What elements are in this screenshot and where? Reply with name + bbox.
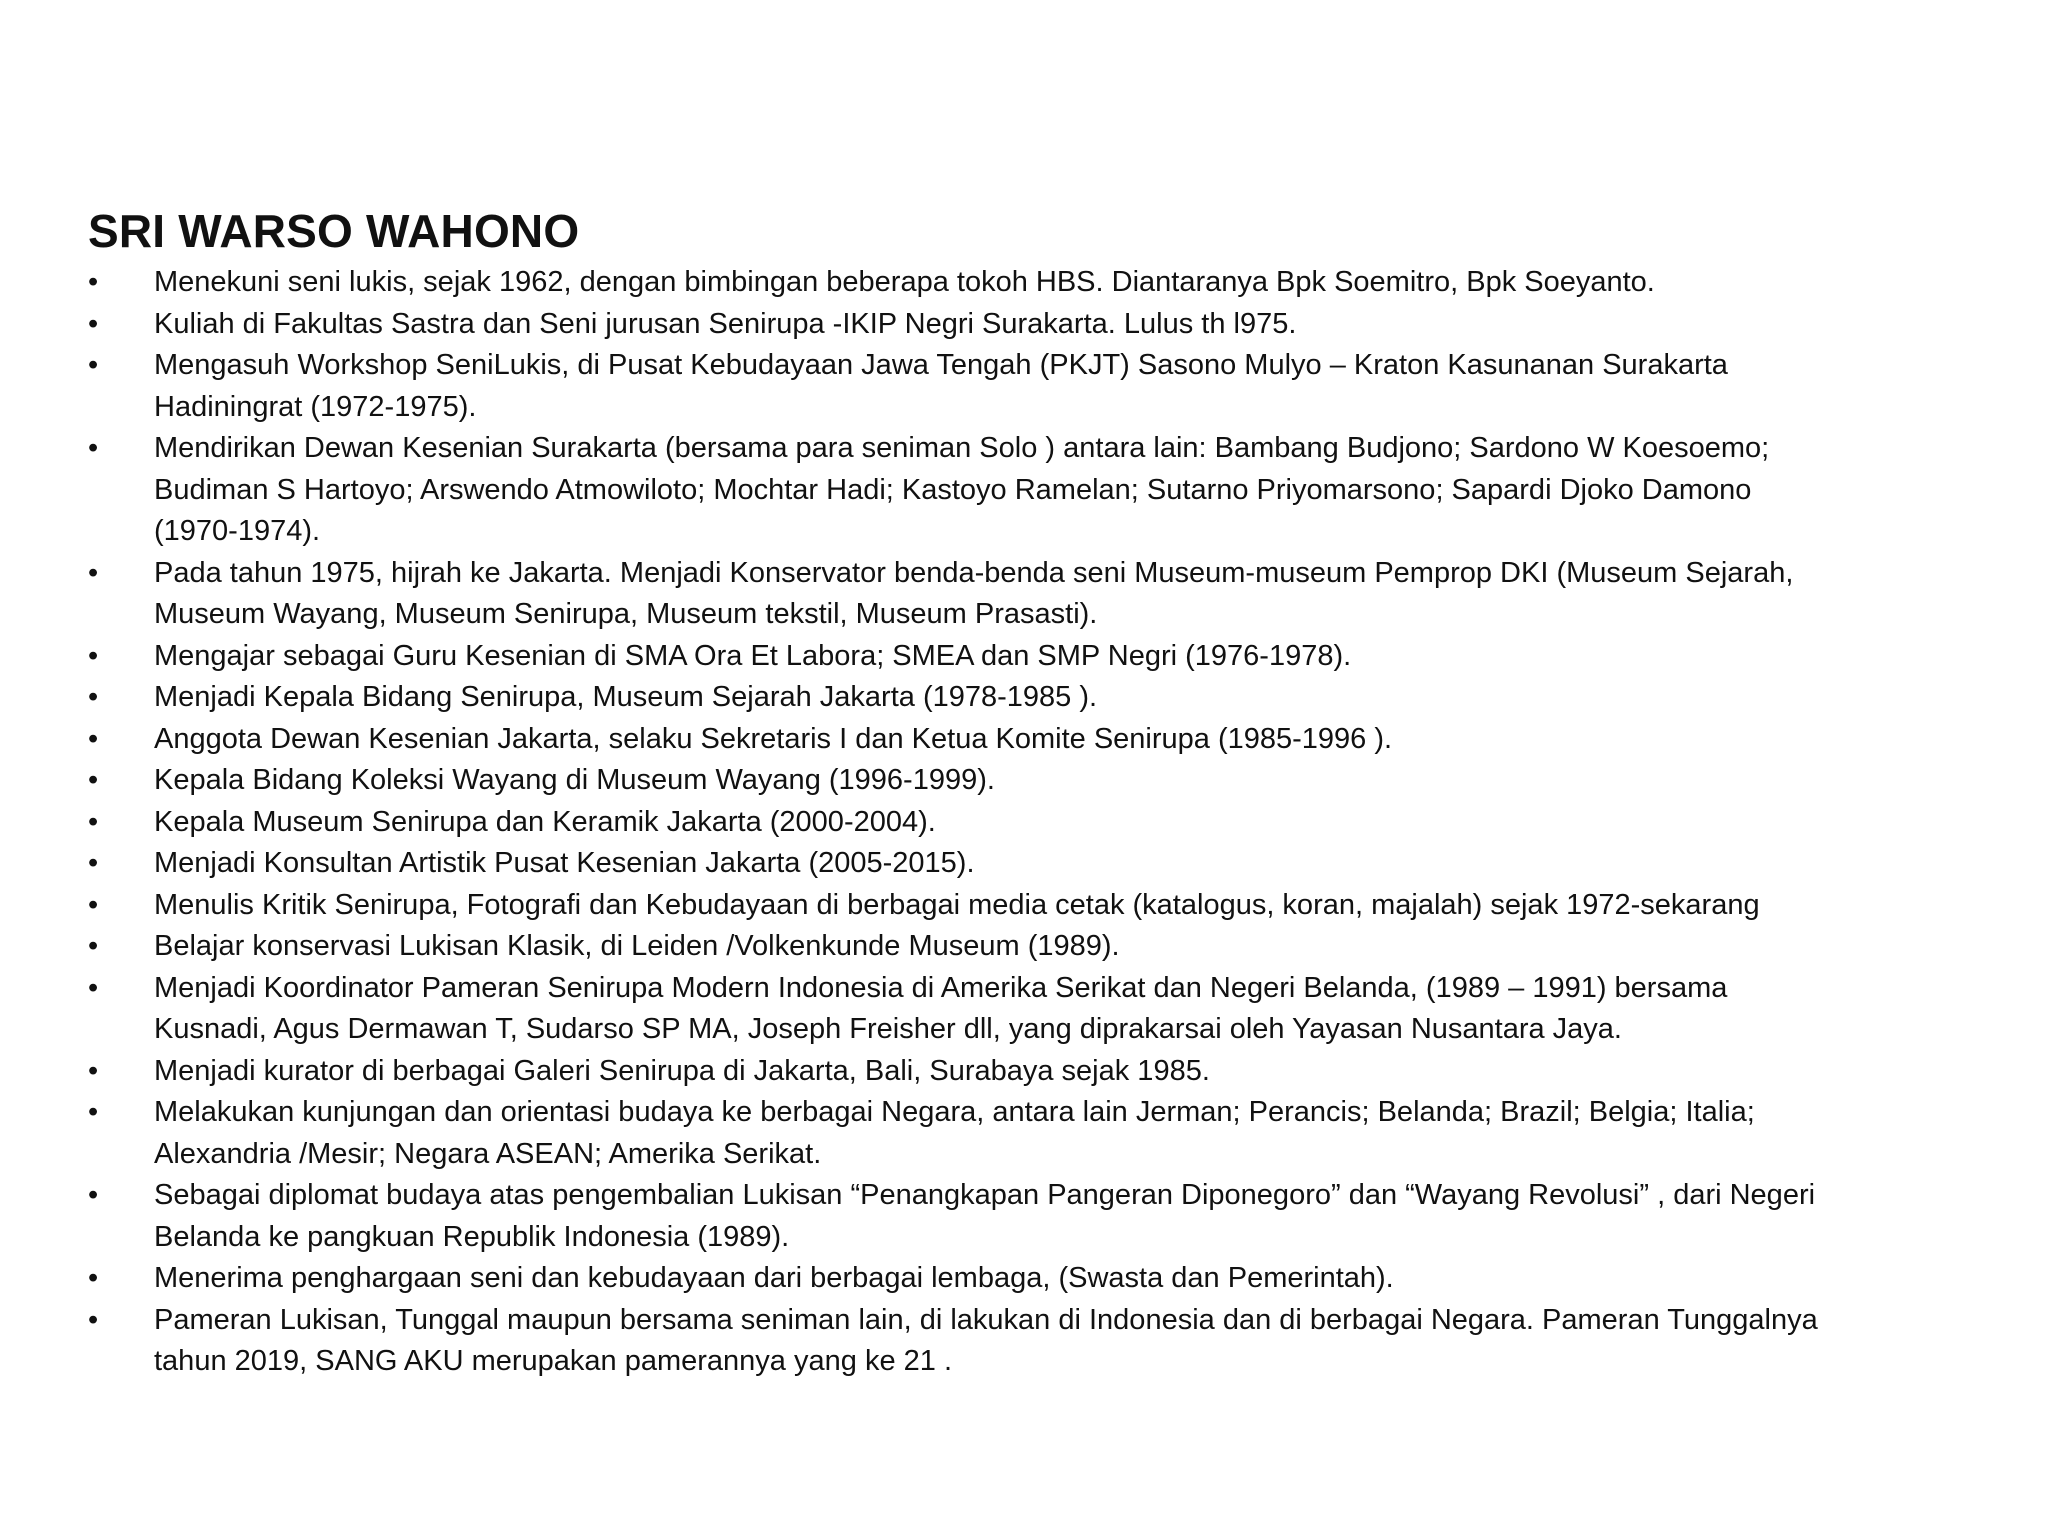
list-item	[88, 885, 1968, 927]
list-item-text-line: Belajar konservasi Lukisan Klasik, di Leiden /Volkenkunde Museum (1989).	[154, 930, 1120, 962]
bullet-icon: •	[88, 888, 99, 921]
list-item	[88, 1175, 1968, 1258]
bullet-icon: •	[88, 764, 99, 796]
list-item-text-line: Budiman S Hartoyo; Arswendo Atmowiloto; Mochtar Hadi; Kastoyo Ramelan; Sutarno Priyomarsono; Sapardi Djoko Damono	[154, 473, 1752, 506]
list-item	[88, 802, 1968, 844]
list-item	[88, 345, 1968, 428]
list-item-text-line: Kepala Museum Senirupa dan Keramik Jakarta (2000-2004).	[154, 805, 936, 838]
bullet-list	[88, 262, 1968, 1383]
list-item	[88, 1051, 1968, 1093]
list-item-text-line: Kepala Bidang Koleksi Wayang di Museum Wayang (1996-1999).	[154, 764, 995, 796]
list-item-text-line: Menjadi Koordinator Pameran Senirupa Modern Indonesia di Amerika Serikat dan Negeri Belanda, (1989 – 1991) bersama	[154, 971, 1728, 1004]
bullet-icon: •	[88, 722, 99, 755]
bullet-icon: •	[88, 930, 99, 962]
bullet-icon: •	[88, 1262, 99, 1294]
list-item-text-line: Menerima penghargaan seni dan kebudayaan dari berbagai lembaga, (Swasta dan Pemerintah).	[154, 1262, 1394, 1294]
list-item	[88, 1258, 1968, 1300]
list-item-text-line: Anggota Dewan Kesenian Jakarta, selaku Sekretaris I dan Ketua Komite Senirupa (1985-1996 ).	[154, 722, 1393, 755]
list-item-text-line: Sebagai diplomat budaya atas pengembalian Lukisan “Penangkapan Pangeran Diponegoro” dan “Wayang Revolusi” , dari Negeri	[154, 1179, 1816, 1211]
bullet-icon: •	[88, 556, 99, 589]
list-item-text-line: Menjadi Konsultan Artistik Pusat Kesenian Jakarta (2005-2015).	[154, 847, 975, 879]
list-item	[88, 1092, 1968, 1175]
list-item-text-line: Mengasuh Workshop SeniLukis, di Pusat Kebudayaan Jawa Tengah (PKJT) Sasono Mulyo – Kraton Kasunanan Surakarta	[154, 349, 1728, 381]
list-item	[88, 677, 1968, 719]
list-item	[88, 304, 1968, 346]
list-item-text-line: Menjadi kurator di berbagai Galeri Senirupa di Jakarta, Bali, Surabaya sejak 1985.	[154, 1054, 1210, 1087]
bullet-icon: •	[88, 1179, 99, 1211]
list-item-text-line: Hadiningrat (1972-1975).	[154, 390, 477, 423]
bullet-icon: •	[88, 1054, 99, 1087]
bullet-icon: •	[88, 432, 99, 464]
list-item-text-line: tahun 2019, SANG AKU merupakan pamerannya yang ke 21 .	[154, 1345, 952, 1377]
bullet-icon: •	[88, 805, 99, 838]
list-item	[88, 968, 1968, 1051]
slide-title: SRI WARSO WAHONO	[88, 205, 580, 257]
list-item-text-line: Menulis Kritik Senirupa, Fotografi dan Kebudayaan di berbagai media cetak (katalogus, koran, majalah) sejak 1972-sekarang	[154, 888, 1760, 921]
list-item-text-line: Mengajar sebagai Guru Kesenian di SMA Ora Et Labora; SMEA dan SMP Negri (1976-1978).	[154, 639, 1352, 672]
list-item-text-line: Pameran Lukisan, Tunggal maupun bersama seniman lain, di lakukan di Indonesia dan di berbagai Negara. Pameran Tunggalnya	[154, 1303, 1818, 1336]
bullet-icon: •	[88, 639, 99, 672]
list-item	[88, 553, 1968, 636]
list-item	[88, 843, 1968, 885]
list-item	[88, 428, 1968, 553]
list-item	[88, 1300, 1968, 1383]
list-item-text-line: Alexandria /Mesir; Negara ASEAN; Amerika Serikat.	[154, 1137, 822, 1170]
bullet-icon: •	[88, 307, 99, 340]
list-item-text-line: Kuliah di Fakultas Sastra dan Seni jurusan Senirupa -IKIP Negri Surakarta. Lulus th l975.	[154, 307, 1297, 340]
list-item	[88, 760, 1968, 802]
list-item-text-line: Menekuni seni lukis, sejak 1962, dengan bimbingan beberapa tokoh HBS. Diantaranya Bpk Soemitro, Bpk Soeyanto.	[154, 266, 1655, 298]
list-item	[88, 719, 1968, 761]
list-item-text-line: Pada tahun 1975, hijrah ke Jakarta. Menjadi Konservator benda-benda seni Museum-museum Pemprop DKI (Museum Sejarah,	[154, 556, 1794, 589]
list-item-text-line: Kusnadi, Agus Dermawan T, Sudarso SP MA, Joseph Freisher dll, yang diprakarsai oleh Yayasan Nusantara Jaya.	[154, 1013, 1622, 1045]
list-item	[88, 636, 1968, 678]
bullet-icon: •	[88, 681, 99, 713]
list-item-text-line: Melakukan kunjungan dan orientasi budaya ke berbagai Negara, antara lain Jerman; Perancis; Belanda; Brazil; Belgia; Italia;	[154, 1096, 1755, 1128]
bullet-icon: •	[88, 349, 99, 381]
list-item-text-line: Belanda ke pangkuan Republik Indonesia (1989).	[154, 1220, 790, 1253]
list-item-text-line: (1970-1974).	[154, 515, 321, 547]
list-item	[88, 262, 1968, 304]
bullet-icon: •	[88, 266, 99, 298]
bullet-icon: •	[88, 1303, 99, 1336]
bullet-icon: •	[88, 847, 99, 879]
list-item	[88, 926, 1968, 968]
bullet-icon: •	[88, 1096, 99, 1128]
list-item-text-line: Mendirikan Dewan Kesenian Surakarta (bersama para seniman Solo ) antara lain: Bambang Budjono; Sardono W Koesoemo;	[154, 432, 1770, 464]
list-item-text-line: Menjadi Kepala Bidang Senirupa, Museum Sejarah Jakarta (1978-1985 ).	[154, 681, 1098, 713]
list-item-text-line: Museum Wayang, Museum Senirupa, Museum tekstil, Museum Prasasti).	[154, 598, 1098, 630]
bullet-icon: •	[88, 971, 99, 1004]
